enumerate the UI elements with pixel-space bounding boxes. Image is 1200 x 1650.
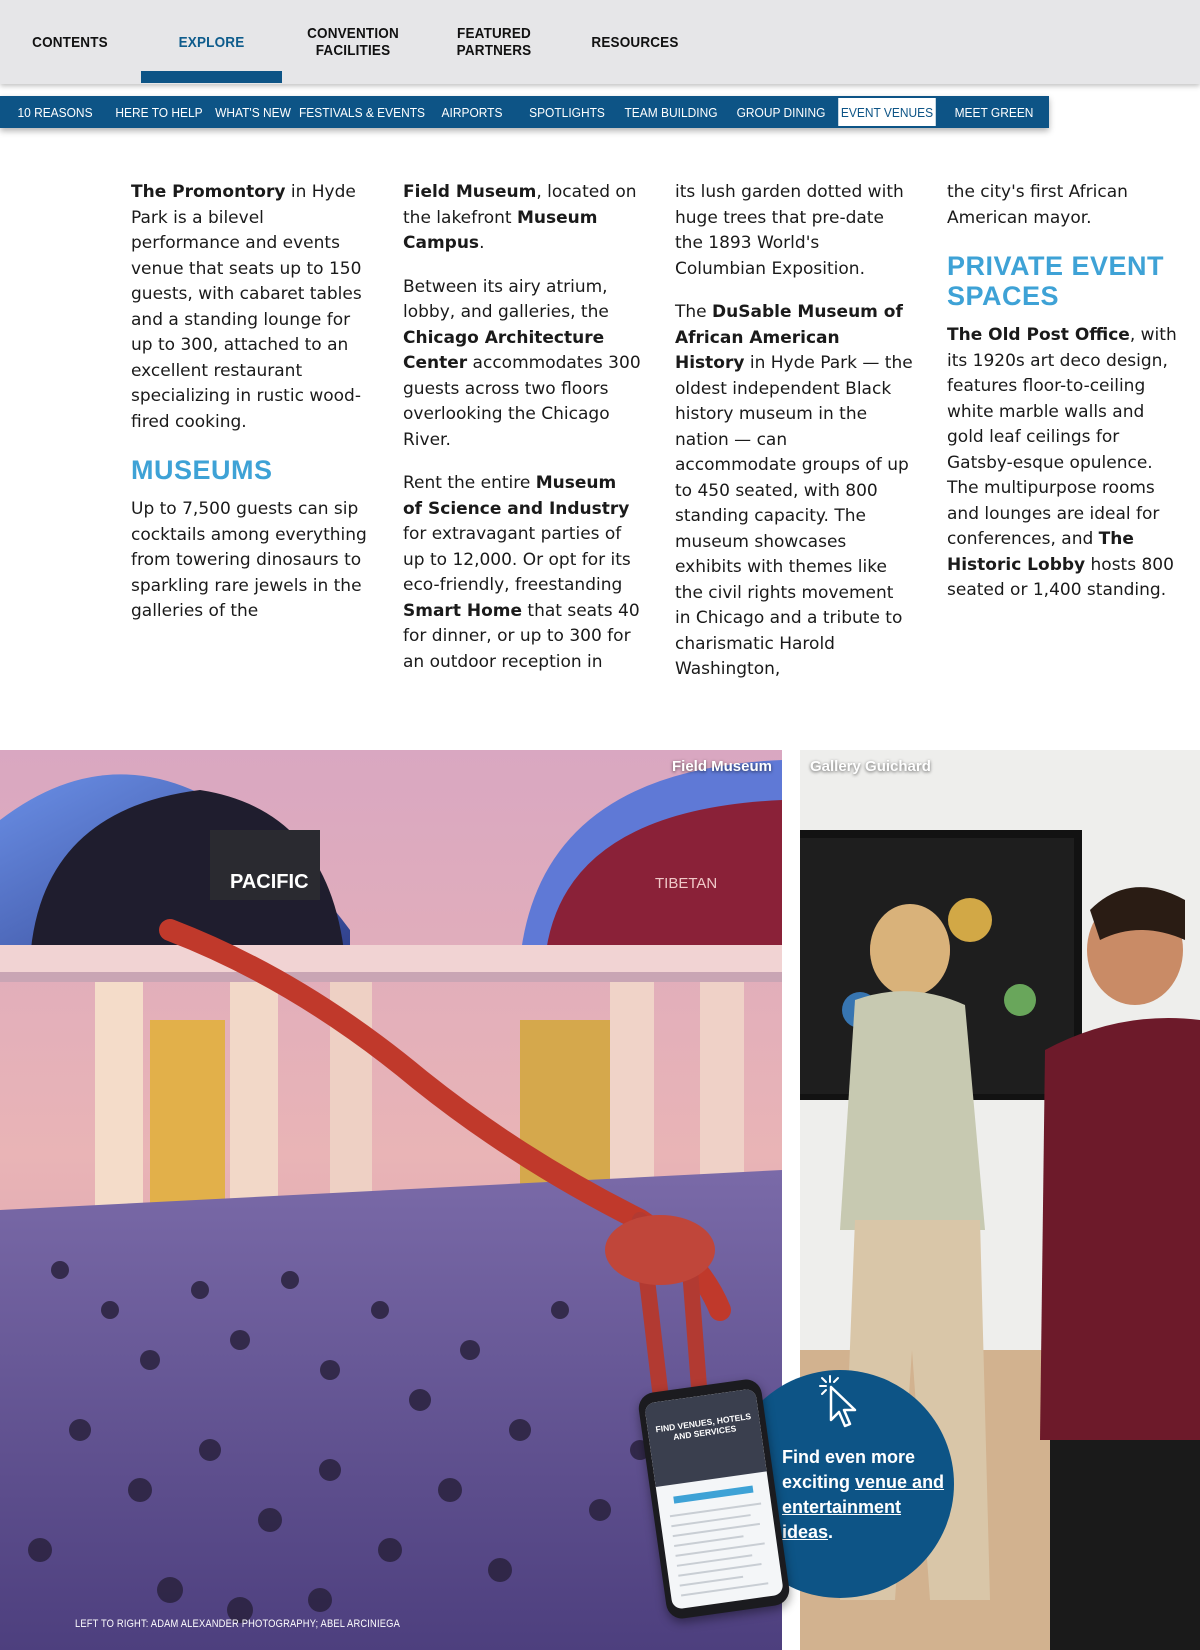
subnav-team-building[interactable]: TEAM BUILDING — [624, 104, 718, 120]
phone-search-bar — [673, 1486, 753, 1504]
tibetan-exhibit-sign: TIBETAN — [655, 875, 718, 892]
phone-title: FIND VENUES, HOTELS AND SERVICES — [654, 1411, 752, 1443]
subnav-here-to-help[interactable]: HERE TO HELP — [115, 104, 203, 120]
promontory-paragraph: The Promontory in Hyde Park is a bilevel performance and events venue that seats up to 150 guests, with cabaret tables and a standing lounge for up to 300, attached to an excellent restaurant specializing in rustic wood-fired cooking. — [131, 182, 362, 432]
tab-contents[interactable]: CONTENTS — [32, 33, 108, 51]
architecture-center-paragraph: Between its airy atrium, lobby, and galleries, the Chicago Architecture Center accommodates 300 guests across two floors overlooking the Chicago River. — [403, 276, 641, 450]
subnav-10-reasons[interactable]: 10 REASONS — [17, 104, 93, 120]
museums-intro-paragraph: Up to 7,500 guests can sip cocktails among everything from towering dinosaurs to sparkling rare jewels in the galleries of the — [131, 499, 367, 621]
subnav-meet-green[interactable]: MEET GREEN — [954, 104, 1034, 120]
tab-resources[interactable]: RESOURCES — [591, 33, 679, 51]
sub-navigation — [0, 96, 1049, 128]
text-column-2 — [403, 180, 641, 693]
private-event-spaces-heading: PRIVATE EVENT SPACES — [947, 251, 1165, 311]
phone-text-line — [678, 1563, 761, 1577]
field-museum-caption: Field Museum — [671, 758, 772, 775]
subnav-festivals-events[interactable]: FESTIVALS & EVENTS — [298, 104, 426, 120]
subnav-event-venues[interactable]: EVENT VENUES — [838, 98, 936, 126]
text-column-4 — [947, 180, 1185, 622]
old-post-office-paragraph: The Old Post Office, with its 1920s art deco design, features floor-to-ceiling white marble walls and gold leaf ceilings for Gatsby-esque opulence. The multipurpose rooms and lounges are ideal for conferences, and The Historic Lobby hosts 800 seated or 1,400 standing. — [947, 325, 1177, 600]
tab-convention-facilities[interactable]: CONVENTION FACILITIES — [307, 25, 399, 59]
cursor-click-icon — [818, 1374, 866, 1432]
text-column-1 — [131, 180, 369, 643]
phone-screen — [644, 1388, 784, 1610]
text-column-3 — [675, 180, 913, 701]
tab-explore[interactable]: EXPLORE — [178, 33, 245, 51]
museums-heading: MUSEUMS — [131, 455, 273, 485]
gallery-guichard-caption: Gallery Guichard — [810, 758, 931, 775]
phone-text-line — [674, 1535, 744, 1547]
dusable-paragraph: The DuSable Museum of African American History in Hyde Park — the oldest independent Black history museum in the nation — can accommodate groups of up to 450 seated, with 800 standing capacity. The museum showcases exhibits with themes like the civil rights movement in Chicago and a tribute to charismatic Harold Washington, — [675, 302, 913, 679]
subnav-airports[interactable]: AIRPORTS — [441, 104, 503, 120]
photo-credit: LEFT TO RIGHT: ADAM ALEXANDER PHOTOGRAPHY; ABEL ARCINIEGA — [75, 1618, 401, 1630]
pacific-exhibit-sign: PACIFIC — [230, 871, 309, 893]
field-museum-paragraph: Field Museum, located on the lakefront Museum Campus. — [403, 182, 637, 253]
cta-text: Find even more exciting venue and entertainment ideas. — [782, 1447, 945, 1542]
mayor-paragraph: the city's first African American mayor. — [947, 182, 1128, 228]
subnav-spotlights[interactable]: SPOTLIGHTS — [529, 104, 605, 120]
science-industry-paragraph: Rent the entire Museum of Science and Industry for extravagant parties of up to 12,000. Or opt for its eco-friendly, freestanding Smart Home that seats 40 for dinner, or up to 300 for an outdoor reception in — [403, 473, 640, 672]
subnav-whats-new[interactable]: WHAT'S NEW — [215, 104, 291, 120]
active-tab-indicator — [141, 71, 282, 83]
garden-paragraph: its lush garden dotted with huge trees that pre-date the 1893 World's Columbian Exposition. — [675, 182, 904, 279]
tab-featured-partners[interactable]: FEATURED PARTNERS — [456, 25, 532, 59]
subnav-group-dining[interactable]: GROUP DINING — [736, 104, 826, 120]
venue-ideas-link[interactable]: venue and entertainment ideas — [782, 1472, 945, 1542]
top-navigation — [0, 0, 1200, 84]
phone-text-line — [680, 1576, 744, 1587]
